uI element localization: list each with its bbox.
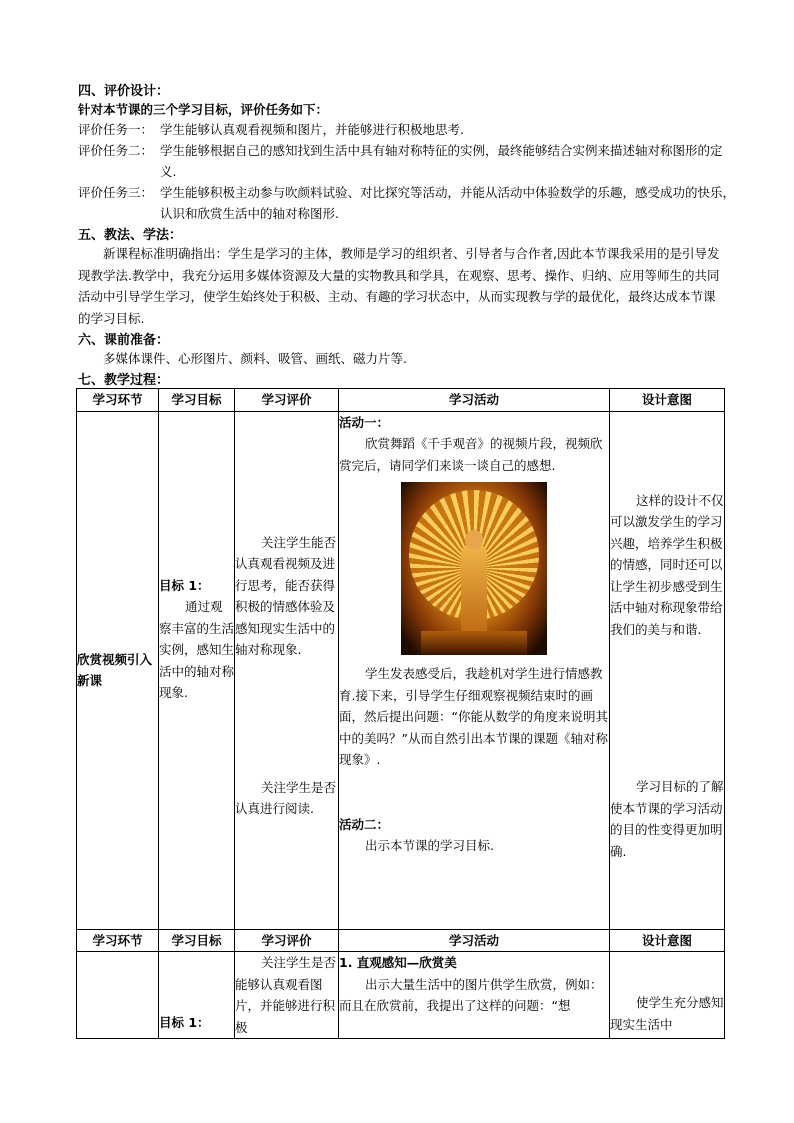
intent-cell (610, 411, 725, 929)
header-activity-2: 学习活动 (339, 929, 610, 952)
stage-label: 欣赏视频引入新课 (77, 651, 153, 688)
activity-1-title: 活动一： (339, 414, 390, 430)
activity-3-title: 1. 直观感知—欣赏美 (339, 955, 457, 970)
eval-text-1: 关注学生能否认真观看视频及进行思考，能否获得积极的情感体验及感知现实生活中的轴对称现象. (235, 534, 337, 657)
table-row (77, 952, 725, 1039)
intent-text-1: 这样的设计不仅可以激发学生的学习兴趣，培养学生积极的情感，同时还可以让学生初步感受到生活中轴对称现象带给我们的美与和谐. (610, 492, 724, 637)
eval-task-1-text: 学生能够认真观看视频和图片，并能够进行积极地思考. (160, 122, 464, 137)
header-goal: 学习目标 (159, 389, 235, 412)
goal-cell-2 (159, 952, 235, 1039)
header-activity: 学习活动 (339, 389, 610, 412)
section-5-paragraph: 新课程标准明确指出：学生是学习的主体，教师是学习的组织者、引导者与合作者,因此本节课我采用的是引导发现教学法.教学中，我充分运用多媒体资源及大量的实物教具和学具，在观察、思考、操作、归纳、应用等师生的共同活动中引导学生学习，使学生始终处于积极、主动、有趣的学习状态中，从而实现教与学的最优化，最终达成本节课的学习目标. (78, 246, 720, 326)
eval-cell (235, 411, 339, 929)
activity-cell (339, 411, 610, 929)
header-eval: 学习评价 (235, 389, 339, 412)
stage-cell (77, 411, 159, 929)
eval-text-2: 关注学生是否认真进行阅读. (235, 779, 337, 816)
teaching-process-table (76, 388, 725, 1039)
thousand-hand-guanyin-photo (401, 482, 547, 655)
header-stage: 学习环节 (77, 389, 159, 412)
section-6-title: 六、课前准备： (78, 333, 170, 348)
eval-cell-2 (235, 952, 339, 1039)
section-4-subtitle: 针对本节课的三个学习目标，评价任务如下： (78, 102, 329, 117)
activity-2-text: 出示本节课的学习目标. (365, 838, 494, 853)
intent-cell-2 (610, 952, 725, 1039)
section-4-title: 四、评价设计： (78, 84, 170, 99)
header-intent: 设计意图 (610, 389, 725, 412)
header-stage-2: 学习环节 (77, 929, 159, 952)
goal-text: 通过观察丰富的生活实例，感知生活中的轴对称现象. (159, 599, 235, 700)
goal-label-2: 目标 1： (159, 1015, 210, 1030)
activity-2-title: 活动二： (339, 816, 390, 832)
activity-1-text: 欣赏舞蹈《千手观音》的视频片段，视频欣赏完后，请同学们来谈一谈自己的感想. (339, 436, 603, 473)
eval-task-3-text: 学生能够积极主动参与吹颜料试验、对比探究等活动，并能从活动中体验数学的乐趣，感受成功的快乐，认识和欣赏生活中的轴对称图形. (160, 185, 736, 221)
eval-task-3-label: 评价任务三： (78, 185, 154, 200)
intent-text-2: 学习目标的了解使本节课的学习活动的目的性变得更加明确. (610, 779, 724, 859)
table-row (77, 411, 725, 929)
table-header-row-2 (77, 929, 725, 952)
header-eval-2: 学习评价 (235, 929, 339, 952)
section-5-title: 五、教法、学法： (78, 228, 183, 243)
activity-cell-2 (339, 952, 610, 1039)
table-header-row (77, 389, 725, 412)
goal-cell (159, 411, 235, 929)
eval-text-3: 关注学生是否能够认真观看图片，并能够进行积极 (235, 955, 337, 1035)
activity-1-after: 学生发表感受后，我趁机对学生进行情感教育.接下来，引导学生仔细观察视频结束时的画面，然后提出问题：“你能从数学的角度来说明其中的美吗？”从而自然引出本节课的课题《轴对称现象》. (339, 666, 608, 767)
stage-cell-2 (77, 952, 159, 1039)
section-6-text: 多媒体课件、心形图片、颜料、吸管、画纸、磁力片等. (103, 351, 407, 366)
activity-3-text: 出示大量生活中的图片供学生欣赏，例如： (365, 976, 603, 992)
activity-3-text-2: 而且在欣赏前，我提出了这样的问题：“想 (339, 998, 571, 1013)
eval-task-2-text: 学生能够根据自己的感知找到生活中具有轴对称特征的实例，最终能够结合实例来描述轴对称图形的定义. (160, 143, 723, 179)
eval-task-2-label: 评价任务二： (78, 143, 154, 158)
header-intent-2: 设计意图 (610, 929, 725, 952)
eval-task-1-label: 评价任务一： (78, 122, 154, 137)
section-7-title: 七、教学过程： (78, 373, 170, 388)
header-goal-2: 学习目标 (159, 929, 235, 952)
goal-label: 目标 1： (159, 577, 210, 593)
intent-text-3: 使学生充分感知现实生活中 (610, 995, 724, 1032)
